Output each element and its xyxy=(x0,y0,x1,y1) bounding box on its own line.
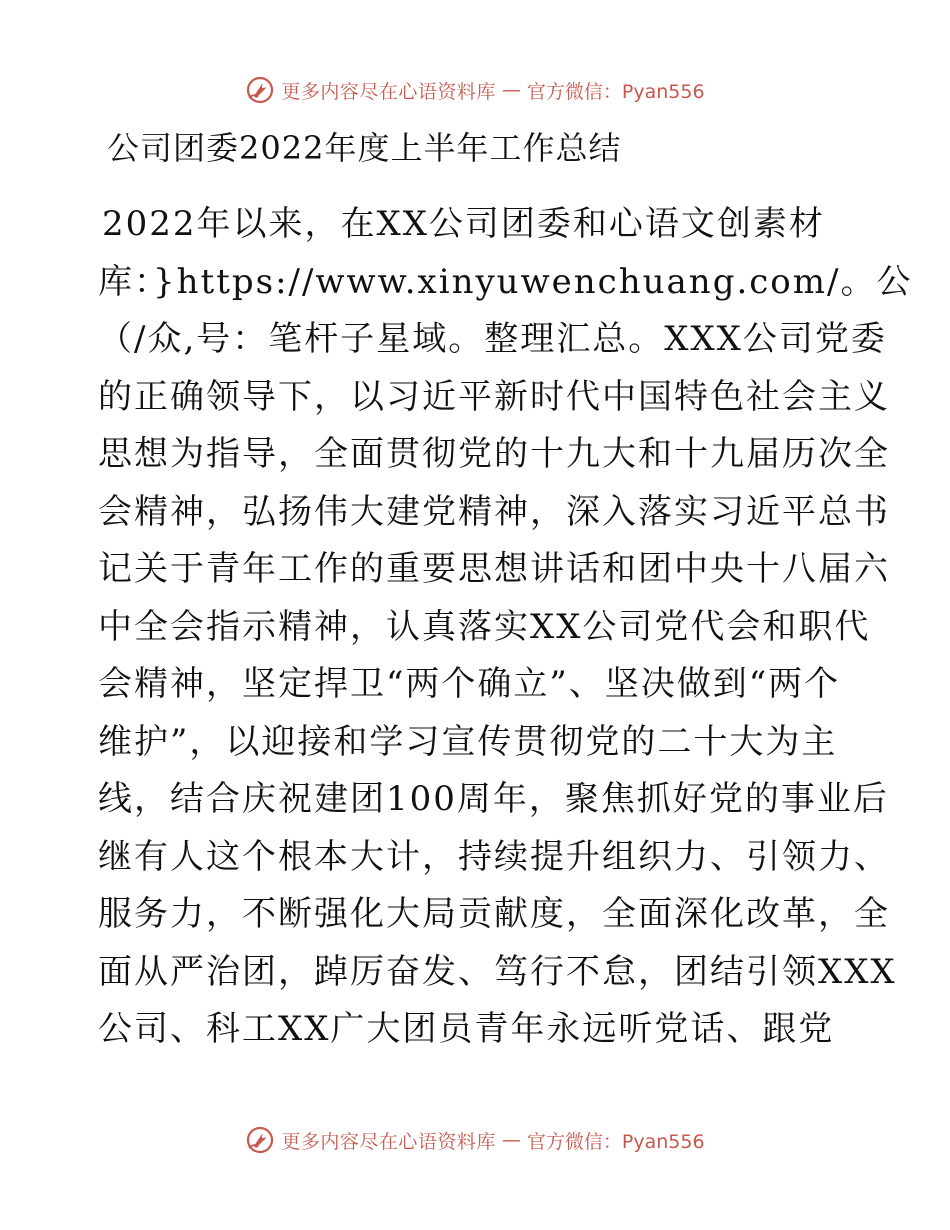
pen-nib-logo-icon xyxy=(245,1125,275,1155)
body-line: 公司、科工XX广大团员青年永远听党话、跟党 xyxy=(98,1009,835,1049)
watermark-wechat-text: 官方微信：Pyan556 xyxy=(526,1130,705,1153)
footer-watermark xyxy=(0,1120,950,1160)
watermark-banner xyxy=(245,1125,704,1155)
watermark-dash: — xyxy=(501,1129,521,1151)
body-line: 维护”，以迎接和学习宣传贯彻党的二十大为主 xyxy=(98,721,838,762)
watermark-site-text: 更多内容尽在心语资料库 xyxy=(281,1130,496,1153)
body-line: 的正确领导下，以习近平新时代中国特色社会主义 xyxy=(98,376,890,417)
watermark-banner xyxy=(245,75,704,105)
body-line: 服务力，不断强化大局贡献度，全面深化改革，全 xyxy=(98,894,890,934)
watermark-site-text: 更多内容尽在心语资料库 xyxy=(281,80,496,103)
pen-nib-logo-icon xyxy=(245,75,275,105)
header-watermark xyxy=(0,70,950,110)
document-body xyxy=(98,196,913,1059)
body-line: 中全会指示精神，认真落实XX公司党代会和职代 xyxy=(98,606,871,647)
document-title: 公司团委2022年度上半年工作总结 xyxy=(107,129,622,167)
body-line: 会精神，坚定捍卫“两个确立”、坚决做到“两个 xyxy=(98,664,841,704)
body-line: 会精神，弘扬伟大建党精神，深入落实习近平总书 xyxy=(98,491,890,532)
body-line: 线，结合庆祝建团100周年，聚焦抓好党的事业后 xyxy=(98,779,889,819)
body-line: 面从严治团，踔厉奋发、笃行不怠，团结引领XXX xyxy=(98,951,897,992)
watermark-wechat-text: 官方微信：Pyan556 xyxy=(526,80,705,103)
body-line: 思想为指导，全面贯彻党的十九大和十九届历次全 xyxy=(98,434,890,474)
body-line: （/众,号：笔杆子星域。整理汇总。XXX公司党委 xyxy=(98,319,887,359)
body-line: 2022年以来，在XX公司团委和心语文创素材 xyxy=(102,204,825,244)
watermark-dash: — xyxy=(501,79,521,101)
body-line: 记关于青年工作的重要思想讲话和团中央十八届六 xyxy=(98,549,890,589)
body-line: 库：}https://www.xinyuwenchuang.com/。公 xyxy=(98,261,913,302)
body-line: 继有人这个根本大计，持续提升组织力、引领力、 xyxy=(98,836,890,877)
